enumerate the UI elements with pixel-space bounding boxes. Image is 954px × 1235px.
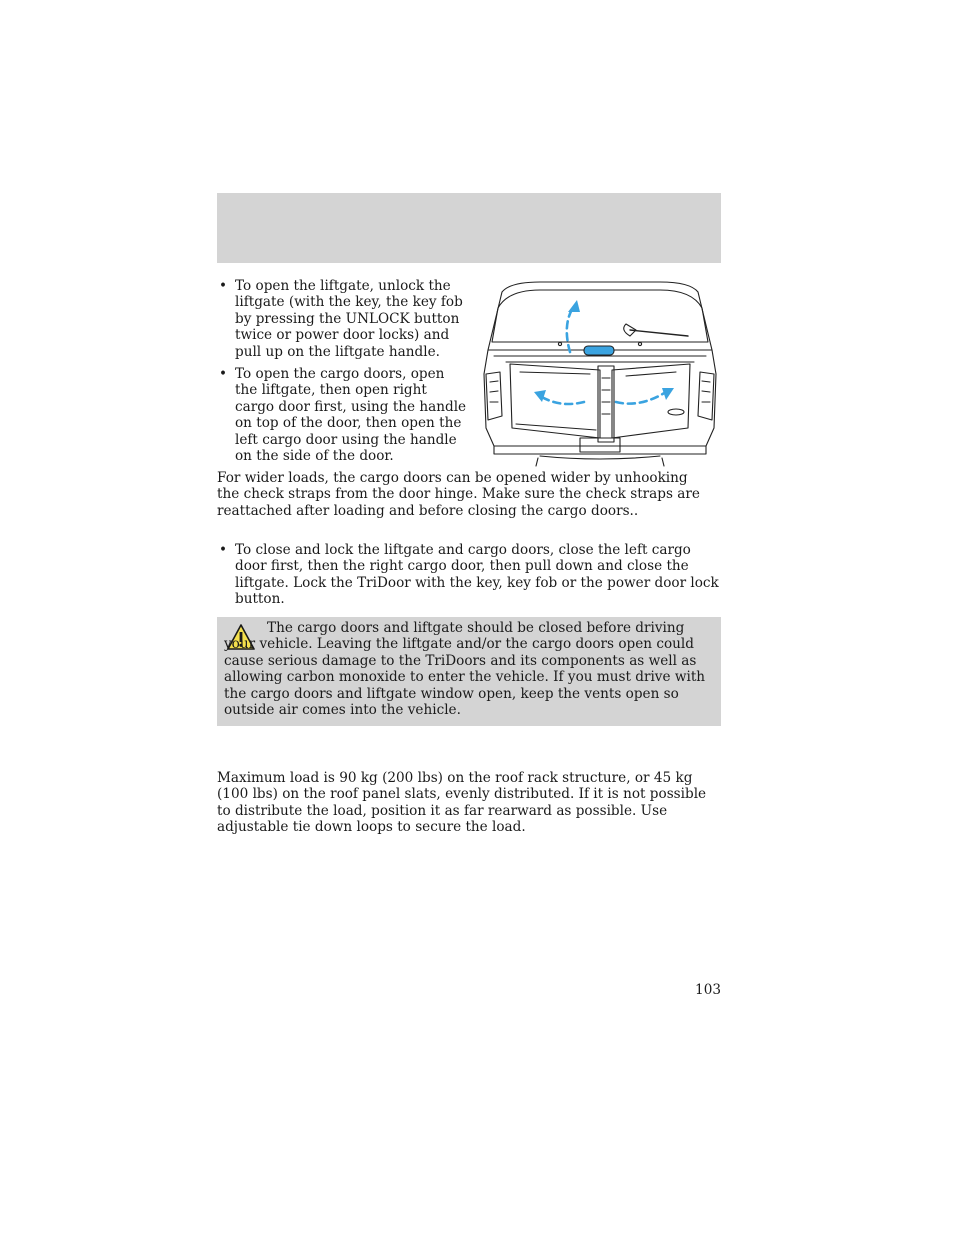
- warning-box: [217, 617, 721, 726]
- roof-load-paragraph: Maximum load is 90 kg (200 lbs) on the roof rack structure, or 45 kg (100 lbs) on the roof panel slats, evenly distributed. If it is not possible to distribute the load, position it as far rearward as possible. Use adjustable tie down loops to secure the load.: [217, 770, 707, 836]
- close-lock-instruction: • To close and lock the liftgate and cargo doors, close the left cargo door first, then the right cargo door, then pull down and close the liftgate. Lock the TriDoor with the key, key fob or the power door lock button.: [217, 542, 721, 608]
- cargo-doors-open-instruction: • To open the cargo doors, open the liftgate, then open right cargo door first, using the handle on top of the door, then open the left cargo door using the handle on the side of the door.: [217, 366, 467, 464]
- page-number: 103: [695, 982, 721, 998]
- wide-loads-paragraph: For wider loads, the cargo doors can be opened wider by unhooking the check straps from the door hinge. Make sure the check straps are reattached after loading and before closing the cargo doors..: [217, 470, 700, 519]
- section-header-band: [217, 193, 721, 263]
- tridoor-vehicle-illustration: [480, 278, 720, 470]
- liftgate-open-instruction: • To open the liftgate, unlock the liftgate (with the key, the key fob by pressing the UNLOCK button twice or power door locks) and pull up on the liftgate handle.: [217, 278, 467, 360]
- warning-text: The cargo doors and liftgate should be closed before driving your vehicle. Leaving the liftgate and/or the cargo doors open could cause serious damage to the TriDoors and its components as well as allowing carbon monoxide to enter the vehicle. If you must drive with the cargo doors and liftgate window open, keep the vents open so outside air comes into the vehicle.: [224, 620, 706, 719]
